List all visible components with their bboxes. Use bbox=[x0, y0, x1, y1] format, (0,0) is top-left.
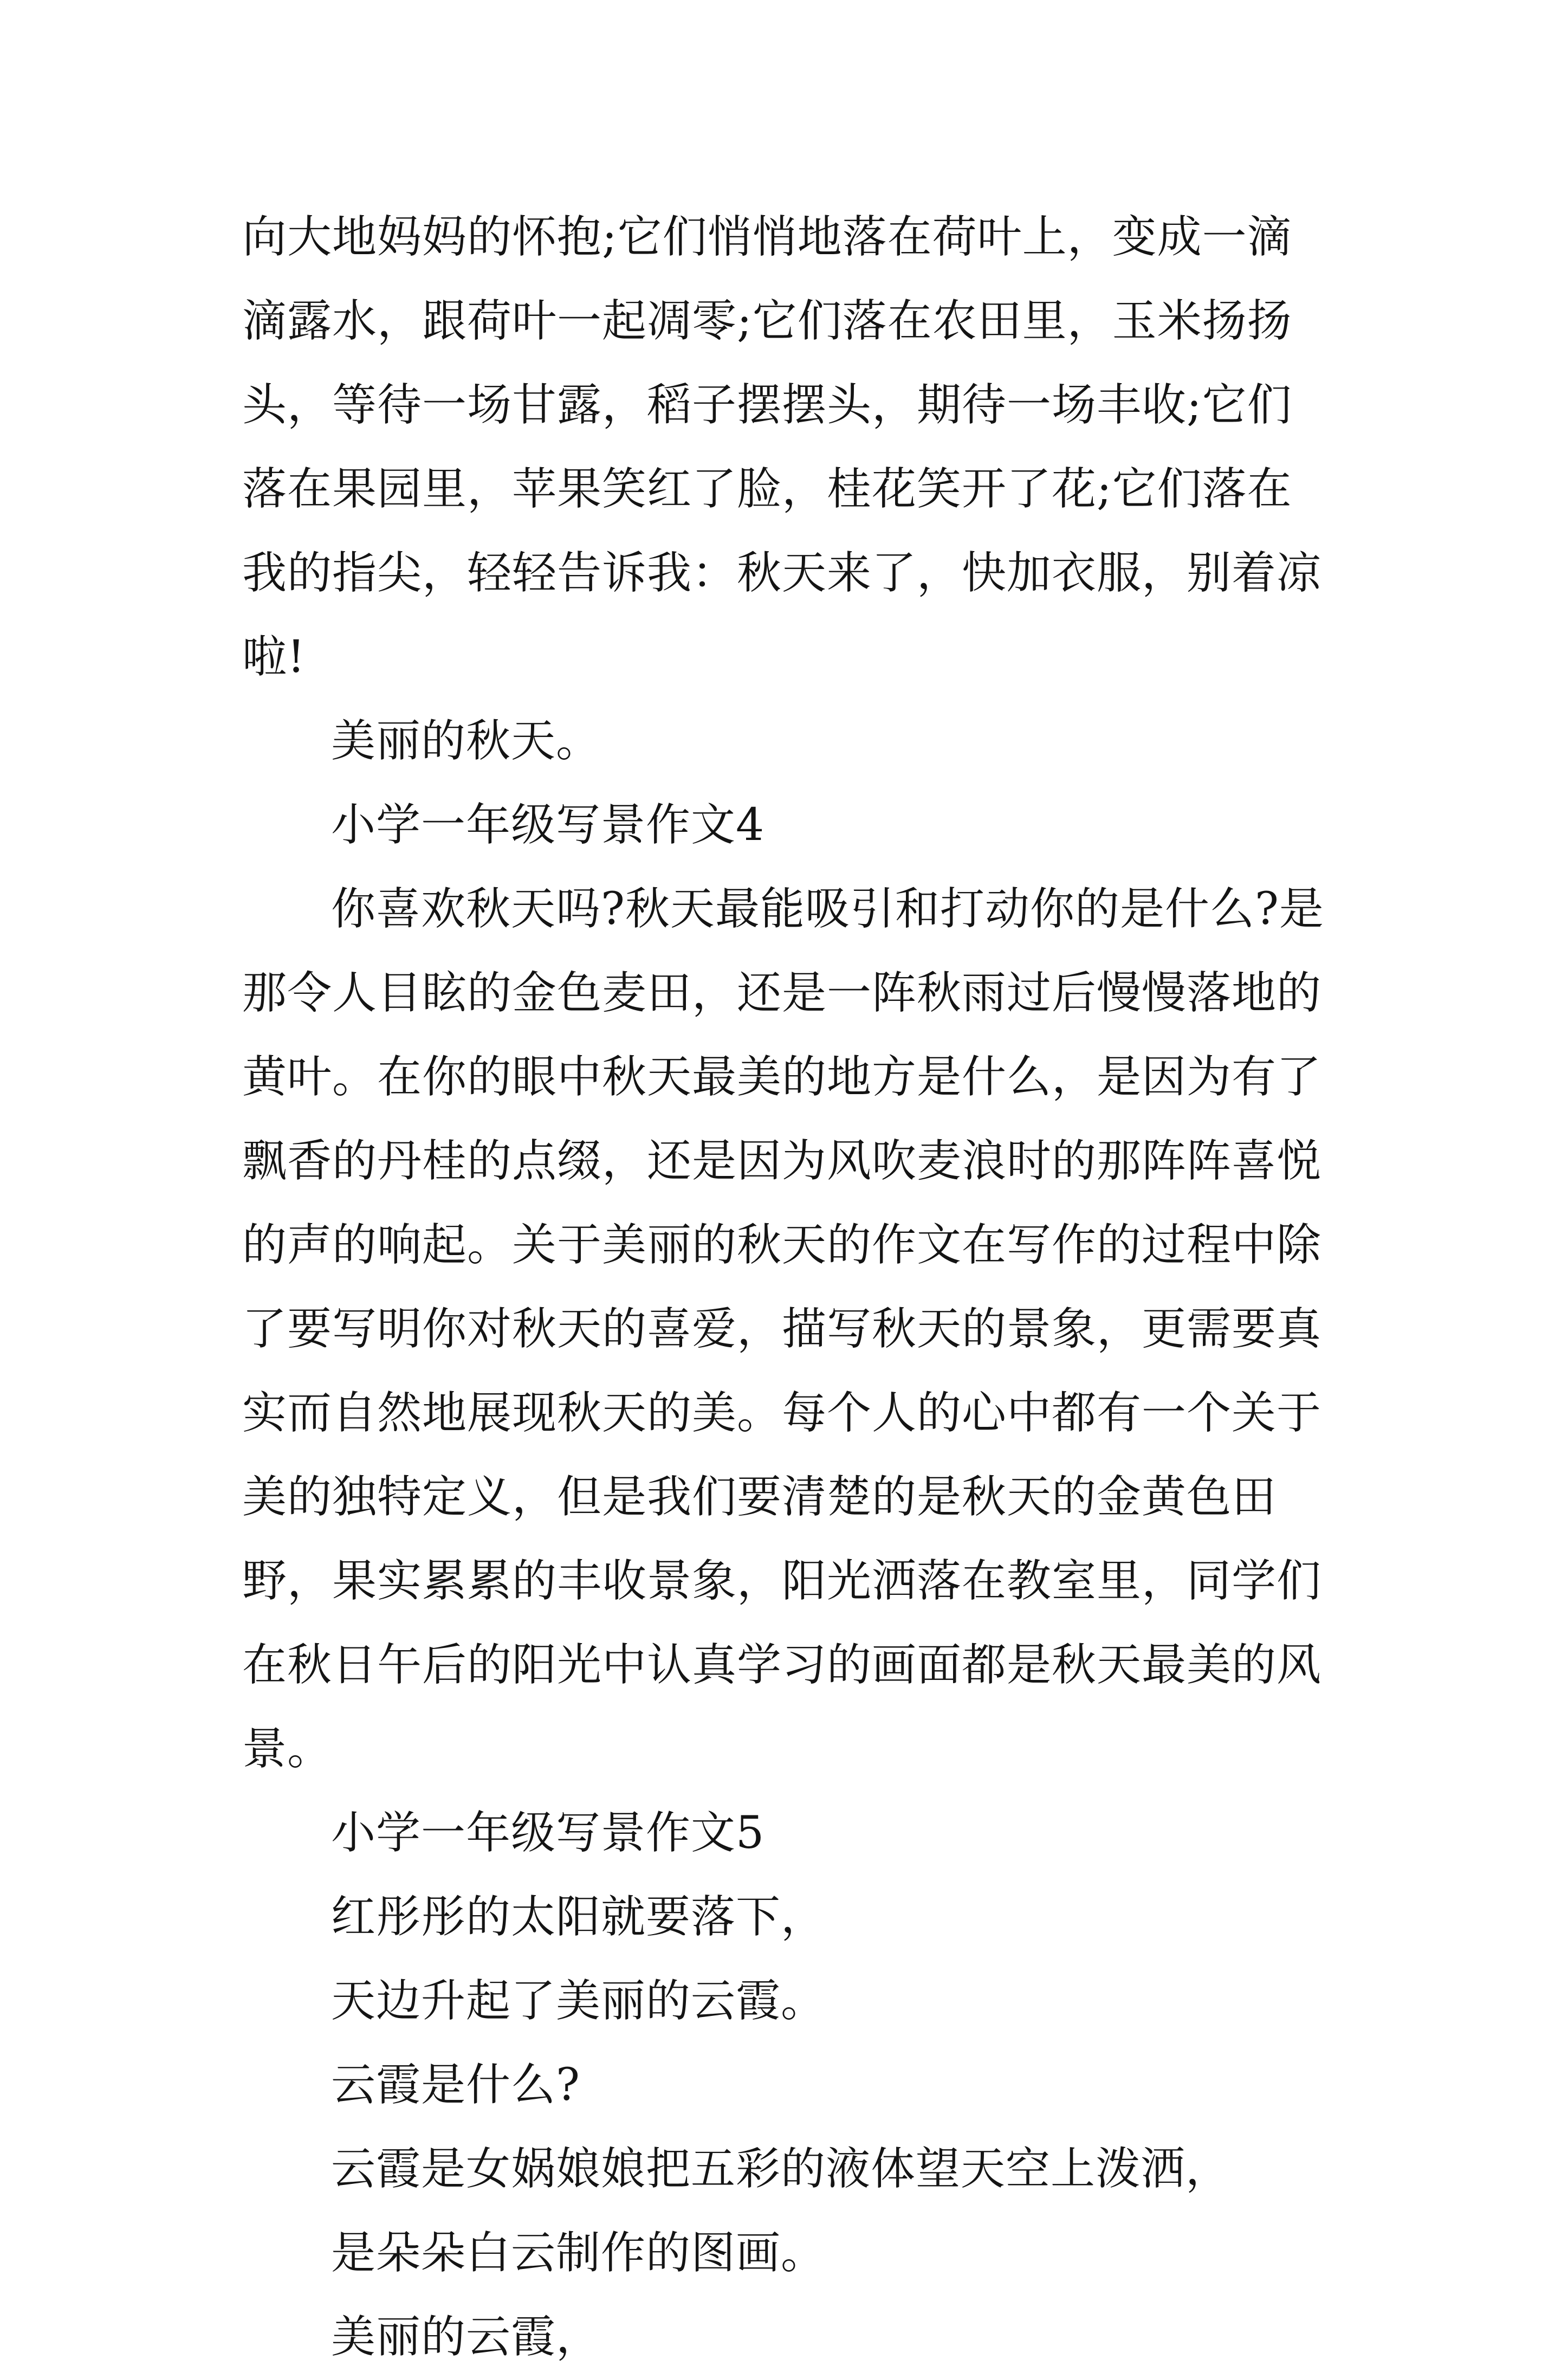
poem-line: 是朵朵白云制作的图画。 bbox=[331, 2227, 826, 2279]
poem-line: 红彤彤的太阳就要落下， bbox=[331, 1891, 826, 1943]
poem-line: 美丽的云霞， bbox=[331, 2311, 601, 2363]
essay-heading-5: 小学一年级写景作文5 bbox=[331, 1807, 765, 1859]
poem-line: 天边升起了美丽的云霞。 bbox=[331, 1975, 826, 2027]
poem-line: 云霞是女娲娘娘把五彩的液体望天空上泼洒， bbox=[331, 2143, 1231, 2195]
paragraph-beautiful-autumn: 美丽的秋天。 bbox=[331, 715, 601, 767]
paragraph-essay-4: 你喜欢秋天吗?秋天最能吸引和打动你的是什么?是那令人目眩的金色麦田，还是一阵秋雨过后慢慢落地的黄叶。在你的眼中秋天最美的地方是什么，是因为有了飘香的丹桂的点缀，还是因为风吹麦浪时的那阵阵喜悦的声的响起。关于美丽的秋天的作文在写作的过程中除了要写明你对秋天的喜爱，描写秋天的景象，更需要真实而自然地展现秋天的美。每个人的心中都有一个关于美的独特定义，但是我们要清楚的是秋天的金黄色田野，果实累累的丰收景象，阳光洒落在教室里，同学们在秋日午后的阳光中认真学习的画面都是秋天最美的风景。 bbox=[242, 883, 1324, 1775]
essay-heading-4: 小学一年级写景作文4 bbox=[331, 799, 765, 851]
document-body bbox=[242, 195, 1331, 2379]
poem-line: 云霞是什么? bbox=[331, 2059, 580, 2111]
paragraph-continued: 向大地妈妈的怀抱;它们悄悄地落在荷叶上，变成一滴滴露水，跟荷叶一起凋零;它们落在农田里，玉米扬扬头，等待一场甘露，稻子摆摆头，期待一场丰收;它们落在果园里，苹果笑红了脸，桂花笑开了花;它们落在我的指尖，轻轻告诉我：秋天来了，快加衣服，别着凉啦! bbox=[242, 211, 1322, 683]
